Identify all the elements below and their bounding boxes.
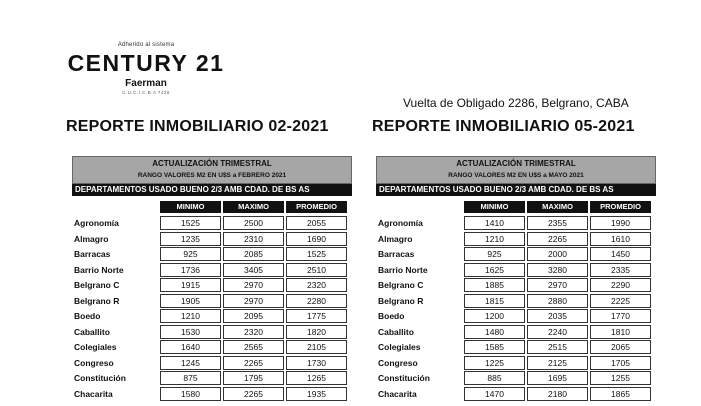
neighborhood-name: Agronomía	[74, 218, 119, 228]
century21-logo	[66, 42, 226, 95]
max-value-cell: 2265	[527, 232, 588, 246]
left-report-title: REPORTE INMOBILIARIO 02-2021	[66, 118, 329, 135]
neighborhood-name: Barracas	[74, 249, 111, 259]
min-value-cell: 1815	[464, 294, 525, 308]
table-row	[376, 215, 656, 231]
min-value-cell: 1210	[160, 309, 221, 323]
max-value-cell: 2265	[223, 387, 284, 401]
table-row	[376, 246, 656, 262]
neighborhood-name: Belgrano R	[74, 295, 120, 306]
max-value-cell: 2515	[527, 340, 588, 354]
neighborhood-name: Colegiales	[74, 342, 117, 352]
min-value-cell: 1640	[160, 340, 221, 354]
table-row	[376, 277, 656, 293]
right-report-table	[376, 156, 656, 401]
table-row	[72, 324, 352, 340]
max-value-cell: 2880	[527, 294, 588, 308]
min-value-cell: 1225	[464, 356, 525, 370]
column-headers	[376, 201, 656, 215]
min-value-cell: 1210	[464, 232, 525, 246]
table-row	[72, 246, 352, 262]
max-value-cell: 2970	[223, 278, 284, 292]
avg-value-cell: 2320	[286, 278, 347, 292]
min-value-cell: 1235	[160, 232, 221, 246]
neighborhood-name: Congreso	[378, 357, 418, 368]
neighborhood-name: Almagro	[74, 233, 109, 244]
logo-adherido-text: Adherido al sistema	[117, 42, 175, 48]
table-row	[72, 308, 352, 324]
neighborhood-name: Belgrano C	[378, 280, 424, 290]
max-value-cell: 2565	[223, 340, 284, 354]
logo-office: Faerman	[125, 78, 167, 89]
table-row	[376, 355, 656, 371]
min-value-cell: 1736	[160, 263, 221, 277]
avg-value-cell: 1810	[590, 325, 651, 339]
table-header-gray	[376, 156, 656, 184]
min-value-cell: 885	[464, 371, 525, 385]
neighborhood-name: Caballito	[74, 326, 110, 337]
avg-value-cell: 2225	[590, 294, 651, 308]
table-category-header: DEPARTAMENTOS USADO BUENO 2/3 AMB CDAD. DE BS AS	[376, 184, 656, 196]
neighborhood-name: Boedo	[378, 311, 405, 321]
max-value-cell: 1695	[527, 371, 588, 385]
min-value-cell: 1410	[464, 216, 525, 230]
table-row	[376, 324, 656, 340]
table-row	[72, 339, 352, 355]
min-value-cell: 1245	[160, 356, 221, 370]
table-header-update: ACTUALIZACIÓN TRIMESTRAL	[152, 159, 272, 168]
table-rows	[376, 215, 656, 401]
neighborhood-name: Constitución	[74, 373, 126, 383]
table-row	[72, 277, 352, 293]
max-value-cell: 2500	[223, 216, 284, 230]
max-value-cell: 2970	[527, 278, 588, 292]
table-row	[376, 308, 656, 324]
avg-value-cell: 1820	[286, 325, 347, 339]
max-value-cell: 2265	[223, 356, 284, 370]
neighborhood-name: Barrio Norte	[378, 264, 428, 275]
neighborhood-name: Chacarita	[378, 388, 417, 399]
office-address: Vuelta de Obligado 2286, Belgrano, CABA	[403, 96, 629, 110]
avg-value-cell: 2335	[590, 263, 651, 277]
table-row	[376, 293, 656, 309]
min-value-cell: 1625	[464, 263, 525, 277]
neighborhood-name: Barracas	[378, 249, 415, 259]
column-header-min: MINIMO	[464, 201, 525, 213]
min-value-cell: 1905	[160, 294, 221, 308]
min-value-cell: 1470	[464, 387, 525, 401]
avg-value-cell: 1265	[286, 371, 347, 385]
neighborhood-name: Barrio Norte	[74, 264, 124, 275]
avg-value-cell: 2290	[590, 278, 651, 292]
neighborhood-name: Colegiales	[378, 342, 421, 352]
table-row	[376, 231, 656, 247]
neighborhood-name: Belgrano R	[378, 295, 424, 306]
avg-value-cell: 1935	[286, 387, 347, 401]
table-header-update: ACTUALIZACIÓN TRIMESTRAL	[456, 159, 576, 168]
column-header-max: MAXIMO	[527, 201, 588, 213]
avg-value-cell: 1450	[590, 247, 651, 261]
avg-value-cell: 1730	[286, 356, 347, 370]
table-row	[72, 293, 352, 309]
avg-value-cell: 1705	[590, 356, 651, 370]
column-header-min: MINIMO	[160, 201, 221, 213]
max-value-cell: 2180	[527, 387, 588, 401]
avg-value-cell: 1690	[286, 232, 347, 246]
max-value-cell: 2000	[527, 247, 588, 261]
min-value-cell: 1200	[464, 309, 525, 323]
avg-value-cell: 1525	[286, 247, 347, 261]
table-row	[72, 355, 352, 371]
avg-value-cell: 2510	[286, 263, 347, 277]
neighborhood-name: Constitución	[378, 373, 430, 383]
max-value-cell: 2310	[223, 232, 284, 246]
table-header-range: RANGO VALORES M2 EN U$S a MAYO 2021	[448, 172, 584, 179]
table-row	[376, 370, 656, 386]
min-value-cell: 1585	[464, 340, 525, 354]
avg-value-cell: 1990	[590, 216, 651, 230]
min-value-cell: 1915	[160, 278, 221, 292]
logo-license: C.U.C.I.C.B.A 7426	[122, 90, 170, 95]
avg-value-cell: 1775	[286, 309, 347, 323]
column-header-avg: PROMEDIO	[590, 201, 651, 213]
avg-value-cell: 2055	[286, 216, 347, 230]
neighborhood-name: Agronomía	[378, 218, 423, 228]
min-value-cell: 1885	[464, 278, 525, 292]
max-value-cell: 2320	[223, 325, 284, 339]
avg-value-cell: 1255	[590, 371, 651, 385]
table-row	[72, 262, 352, 278]
avg-value-cell: 2105	[286, 340, 347, 354]
neighborhood-name: Belgrano C	[74, 280, 120, 290]
table-header-gray	[72, 156, 352, 184]
min-value-cell: 925	[464, 247, 525, 261]
column-header-max: MAXIMO	[223, 201, 284, 213]
table-category-header: DEPARTAMENTOS USADO BUENO 2/3 AMB CDAD. DE BS AS	[72, 184, 352, 196]
max-value-cell: 2035	[527, 309, 588, 323]
avg-value-cell: 2280	[286, 294, 347, 308]
avg-value-cell: 1770	[590, 309, 651, 323]
logo-brand: CENTURY 21	[67, 50, 225, 76]
min-value-cell: 925	[160, 247, 221, 261]
table-row	[72, 215, 352, 231]
avg-value-cell: 2065	[590, 340, 651, 354]
table-row	[376, 386, 656, 402]
right-report-title: REPORTE INMOBILIARIO 05-2021	[372, 118, 635, 135]
neighborhood-name: Almagro	[378, 233, 413, 244]
max-value-cell: 2085	[223, 247, 284, 261]
avg-value-cell: 1610	[590, 232, 651, 246]
max-value-cell: 2355	[527, 216, 588, 230]
table-row	[72, 370, 352, 386]
max-value-cell: 2240	[527, 325, 588, 339]
left-report-table	[72, 156, 352, 401]
max-value-cell: 1795	[223, 371, 284, 385]
max-value-cell: 3405	[223, 263, 284, 277]
table-row	[376, 339, 656, 355]
table-header-range: RANGO VALORES M2 EN U$S a FEBRERO 2021	[137, 172, 287, 179]
table-row	[376, 262, 656, 278]
min-value-cell: 1530	[160, 325, 221, 339]
neighborhood-name: Boedo	[74, 311, 101, 321]
avg-value-cell: 1865	[590, 387, 651, 401]
table-rows	[72, 215, 352, 401]
min-value-cell: 1480	[464, 325, 525, 339]
neighborhood-name: Caballito	[378, 326, 414, 337]
table-row	[72, 386, 352, 402]
max-value-cell: 2970	[223, 294, 284, 308]
min-value-cell: 875	[160, 371, 221, 385]
min-value-cell: 1580	[160, 387, 221, 401]
neighborhood-name: Chacarita	[74, 388, 113, 399]
table-row	[72, 231, 352, 247]
max-value-cell: 2125	[527, 356, 588, 370]
column-header-avg: PROMEDIO	[286, 201, 347, 213]
column-headers	[72, 201, 352, 215]
max-value-cell: 3280	[527, 263, 588, 277]
neighborhood-name: Congreso	[74, 357, 114, 368]
min-value-cell: 1525	[160, 216, 221, 230]
max-value-cell: 2095	[223, 309, 284, 323]
